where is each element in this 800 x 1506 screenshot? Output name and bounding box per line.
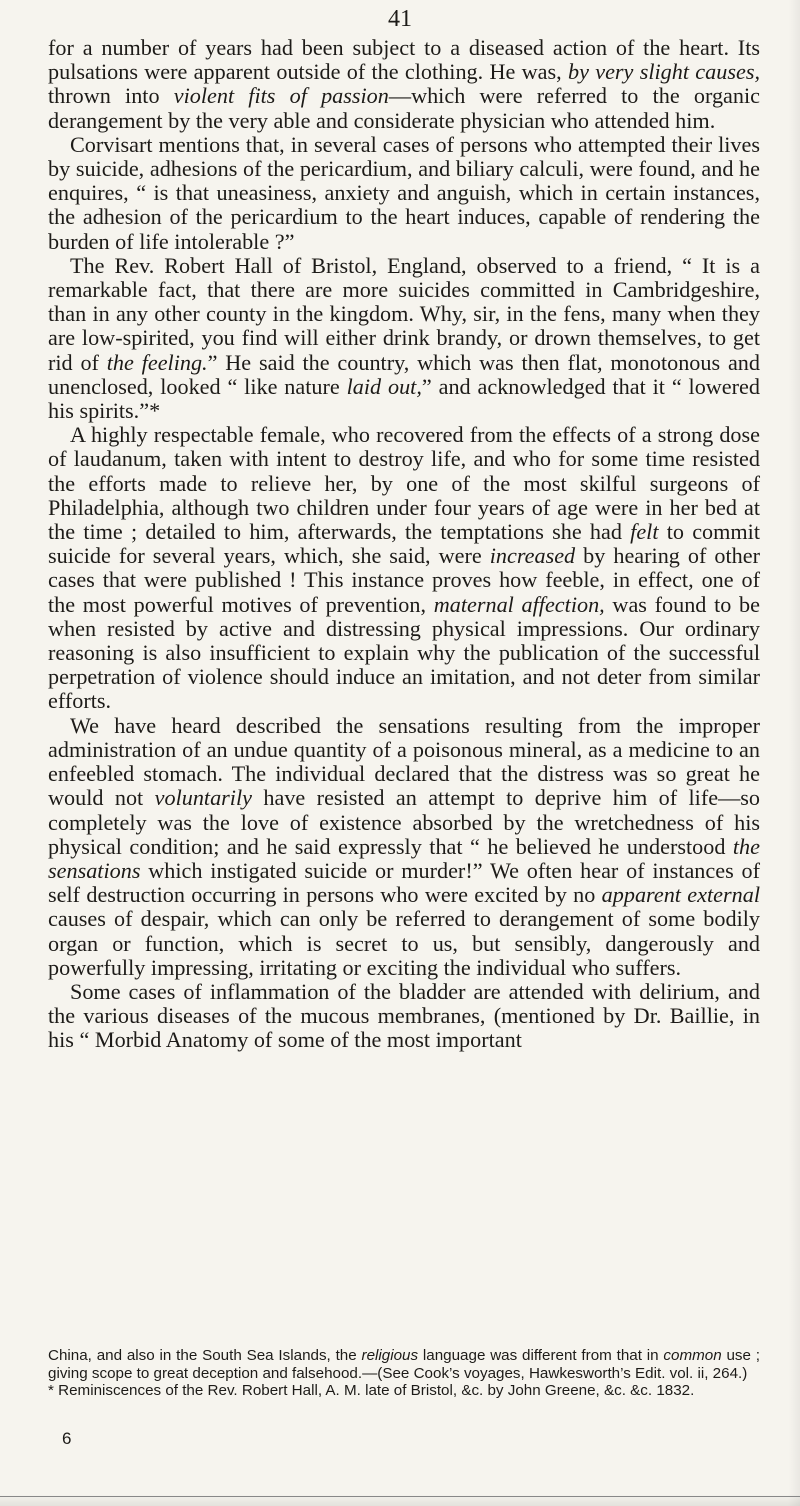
paragraph-1	[48, 36, 760, 133]
text-run: ” and acknowledged that it “ lowered his spirits.”*	[48, 373, 760, 424]
paragraph-5	[48, 714, 760, 980]
text-run: Some cases of inflammation of the bladder are attended with delirium, and the various diseases of the mucous membranes, (mentioned by Dr. Baillie, in his “ Morbid Anatomy of some of the most important	[48, 978, 760, 1053]
text-run: —which were referred to the organic derangement by the very able and considerate physician who attended him.	[48, 83, 760, 133]
text-run: A highly respectable female, who recovered from the effects of a strong dose of laudanum, taken with intent to destroy life, and who for some time resisted the efforts made to relieve her, by one of the most skilful surgeons of Philadelphia, although two children under four years of age were in her bed at the time ; detailed to him, afterwards, the temptations she had	[48, 422, 760, 545]
page-edge-shadow	[788, 0, 800, 1506]
signature-mark: 6	[62, 1429, 72, 1448]
italic-text: laid out,	[346, 373, 422, 399]
italic-text: the sensations	[48, 833, 760, 883]
footnote-2	[48, 1382, 760, 1400]
paragraph-3	[48, 254, 760, 423]
text-run: We have heard described the sensations resulting from the improper administration of an undue quantity of a poisonous mineral, as a medicine to an enfeebled stomach. The individual declared that the distress was so great he would not	[48, 712, 760, 811]
italic-text: religious	[361, 1347, 419, 1364]
text-run: for a number of years had been subject to a diseased action of the heart. Its pulsations were apparent outside of the clothing. He was,	[48, 35, 760, 85]
paragraph-2	[48, 133, 760, 254]
italic-text: maternal affection,	[433, 591, 605, 617]
italic-text: violent fits of passion	[173, 83, 389, 109]
paragraph-6	[48, 980, 760, 1053]
text-run: China, and also in the South Sea Islands, the	[48, 1347, 362, 1364]
text-run: Corvisart mentions that, in several cases of persons who attempted their lives by suicide, adhesions of the pericardium, and biliary calculi, were found, and he enquires, “ is that uneasiness, anxiety and anguish, which in certain instances, the adhesion of the pericardium to the heart induces, capable of rendering the burden of life intolerable ?”	[48, 131, 760, 254]
italic-text: by very slight causes,	[567, 59, 760, 85]
text-run: * Reminiscences of the Rev. Robert Hall, A. M. late of Bristol, &c. by John Greene, &c. &c. 1832.	[48, 1382, 695, 1400]
italic-text: voluntarily	[154, 785, 252, 811]
page-number: 41	[388, 6, 412, 32]
text-run: was found to be when resisted by active and distressing physical impressions. Our ordinary reasoning is also insufficient to explain why the publication of the successful perpetration of violence should induce an imitation, and not deter from similar efforts.	[48, 591, 760, 714]
paragraph-4	[48, 423, 760, 713]
text-run: by hearing of other cases that were published ! This instance proves how feeble, in effect, one of the most powerful motives of prevention,	[48, 543, 760, 617]
text-run: have resisted an attempt to deprive him of life—so completely was the love of existence absorbed by the wretchedness of his physical condition; and he said expressly that “ he believed he understood	[48, 785, 760, 859]
italic-text: the feeling.	[106, 349, 208, 375]
text-run: The Rev. Robert Hall of Bristol, England, observed to a friend, “ It is a remarkable fact, that there are more suicides committed in Cambridgeshire, than in any other county in the kingdom. Why, sir, in the fens, many when they are low-spirited, you find will either drink brandy, or drown themselves, to get rid of	[48, 252, 760, 375]
text-run: to commit suicide for several years, which, she said, were	[48, 519, 760, 569]
text-run: language was different from that in	[418, 1347, 664, 1364]
text-run: which instigated suicide or murder!” We often hear of instances of self destruction occurring in persons who were excited by no	[48, 857, 760, 908]
italic-text: felt	[630, 519, 659, 545]
footnote-1	[48, 1347, 760, 1382]
footnotes	[48, 1347, 760, 1400]
text-run: ” He said the country, which was then flat, monotonous and unenclosed, looked “ like nature	[48, 349, 760, 399]
text-run: thrown into	[48, 83, 174, 109]
italic-text: apparent external	[601, 882, 760, 908]
page-bottom-rule	[0, 1496, 800, 1497]
body-text	[48, 36, 760, 1053]
text-run: causes of despair, which can only be referred to derangement of some bodily organ or function, which is secret to us, but sensibly, dangerously and powerfully impressing, irritating or exciting the individual who suffers.	[48, 906, 760, 980]
italic-text: increased	[489, 543, 576, 569]
italic-text: common	[663, 1347, 722, 1364]
text-run: use ; giving scope to great deception and falsehood.—(See Cook’s voyages, Hawkesworth’s Edit. vol. ii, 264.)	[48, 1347, 760, 1382]
